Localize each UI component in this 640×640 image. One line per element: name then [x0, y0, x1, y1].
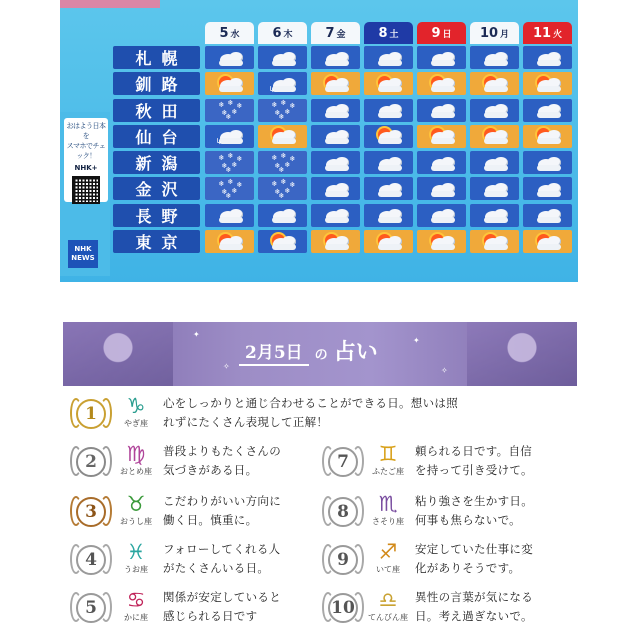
forecast-cell — [258, 46, 307, 69]
zodiac-sign-name: おとめ座 — [120, 467, 152, 476]
rank-row-7 — [321, 442, 533, 482]
star-icon: ✦ — [193, 330, 200, 339]
forecast-cell — [417, 46, 466, 69]
forecast-cell — [364, 151, 413, 174]
cloudy-weather-icon — [533, 205, 563, 225]
zodiac-sign-name: ふたご座 — [372, 467, 404, 476]
sunny-cloudy-weather-icon — [374, 232, 404, 252]
cloudy-weather-icon — [427, 205, 457, 225]
rank-row-3 — [69, 492, 281, 532]
rank-number: 9 — [328, 545, 358, 575]
zodiac-sign — [115, 588, 157, 623]
rank-number: 8 — [328, 497, 358, 527]
forecast-cell — [205, 99, 254, 122]
sunny-cloudy-weather-icon — [268, 126, 298, 146]
cloudy-weather-icon — [268, 205, 298, 225]
forecast-cell — [523, 204, 572, 227]
zodiac-sign-name: かに座 — [124, 613, 148, 622]
zodiac-sign — [115, 442, 157, 477]
snow-weather-icon: ❄ ❄ ❄ ❄ ❄ ❄ — [271, 99, 296, 122]
forecast-grid — [113, 22, 576, 256]
fortune-line: こだわりがいい方向に — [163, 494, 281, 508]
forecast-cell — [470, 99, 519, 122]
fortune-line: 働く日。慎重に。 — [163, 513, 258, 527]
forecast-cell — [258, 99, 307, 122]
city-forecast-row — [113, 46, 576, 69]
cloudy-weather-icon — [374, 153, 404, 173]
cloudy-weather-icon — [374, 100, 404, 120]
promo-line-1: おはよう日本を — [66, 122, 106, 140]
snow-weather-icon: ❄ ❄ ❄ ❄ ❄ ❄ — [218, 177, 243, 200]
forecast-cell — [258, 72, 307, 95]
forecast-cell — [417, 125, 466, 148]
zodiac-glyph-icon: ♏ — [378, 492, 398, 516]
fortune-text — [163, 588, 281, 626]
rank-medal-icon — [69, 492, 113, 532]
cloudy-weather-icon — [374, 179, 404, 199]
day-header — [523, 22, 572, 44]
city-name: 新潟 — [113, 151, 200, 174]
forecast-cell — [417, 151, 466, 174]
horoscope-banner — [63, 322, 577, 386]
promo-line-2: スマホでチェック！ — [66, 142, 106, 160]
nhk-plus-logo: NHK+ — [74, 164, 98, 172]
top-accent-bar — [60, 0, 160, 8]
sunny-cloudy-weather-icon — [215, 232, 245, 252]
cloudy-weather-icon — [321, 126, 351, 146]
forecast-cell — [311, 151, 360, 174]
cloudy-weather-icon — [215, 48, 245, 68]
horoscope-date: 2月5日 — [239, 338, 309, 366]
fortune-line: 日。考え過ぎないで。 — [415, 609, 533, 623]
forecast-cell — [523, 177, 572, 200]
forecast-cell — [205, 125, 254, 148]
fortune-line: 頼られる日です。自信 — [415, 444, 533, 458]
rank-number: 5 — [76, 593, 106, 623]
day-number: 10 — [479, 25, 499, 41]
day-header — [470, 22, 519, 44]
forecast-cell — [523, 230, 572, 253]
forecast-cell — [364, 99, 413, 122]
forecast-header-row — [113, 22, 576, 44]
forecast-cell — [258, 125, 307, 148]
forecast-cell — [205, 204, 254, 227]
sunny-cloudy-weather-icon — [427, 126, 457, 146]
sunny-cloudy-weather-icon — [533, 74, 563, 94]
forecast-cell — [470, 125, 519, 148]
snow-weather-icon: ❄ ❄ ❄ ❄ ❄ ❄ — [271, 151, 296, 174]
cloudy-weather-icon — [321, 205, 351, 225]
fortune-text — [163, 442, 281, 480]
forecast-cell — [364, 72, 413, 95]
day-number: 8 — [378, 25, 388, 41]
sunny-cloudy-weather-icon — [321, 74, 351, 94]
forecast-cell — [523, 46, 572, 69]
day-number: 11 — [532, 25, 552, 41]
zodiac-sign-name: おうし座 — [120, 517, 152, 526]
forecast-cell — [258, 177, 307, 200]
city-forecast-row — [113, 99, 576, 122]
city-forecast-row — [113, 177, 576, 200]
city-name: 秋田 — [113, 99, 200, 122]
fortune-text — [415, 588, 533, 626]
rank-medal-icon — [69, 394, 113, 434]
sunny-cloudy-weather-icon — [427, 232, 457, 252]
forecast-cell — [470, 204, 519, 227]
zodiac-glyph-icon: ♍ — [126, 442, 146, 466]
sunny-cloudy-weather-icon — [480, 74, 510, 94]
sunny-cloudy-weather-icon — [427, 74, 457, 94]
forecast-cell — [417, 72, 466, 95]
horoscope-title-word: 占い — [333, 339, 378, 365]
forecast-cell — [258, 151, 307, 174]
horoscope-title — [239, 336, 378, 366]
day-header — [258, 22, 307, 44]
cloudy-weather-icon — [480, 205, 510, 225]
qr-code-icon — [72, 176, 100, 204]
zodiac-sign — [367, 588, 409, 623]
zodiac-sign — [367, 492, 409, 527]
cloudy-weather-icon — [533, 179, 563, 199]
fortune-line: 粘り強さを生かす日。 — [415, 494, 533, 508]
city-forecast-row — [113, 125, 576, 148]
app-promo-card — [64, 118, 108, 202]
fortune-text — [163, 540, 280, 578]
zodiac-sign-name: いて座 — [376, 565, 400, 574]
forecast-cell — [470, 230, 519, 253]
fortune-line: 心をしっかりと通じ合わせることができる日。想いは照 — [163, 396, 458, 410]
rank-number: 10 — [328, 593, 358, 623]
sunny-cloudy-weather-icon — [321, 232, 351, 252]
forecast-cell — [364, 204, 413, 227]
day-of-week: 月 — [500, 29, 510, 40]
day-header — [417, 22, 466, 44]
city-name: 釧路 — [113, 72, 200, 95]
cloudy-weather-icon — [374, 205, 404, 225]
sunny-cloudy-weather-icon — [480, 232, 510, 252]
horoscope-title-particle: の — [314, 348, 328, 363]
fortune-line: 何事も焦らないで。 — [415, 513, 521, 527]
forecast-cell — [470, 177, 519, 200]
cloudy-weather-icon — [427, 153, 457, 173]
zodiac-glyph-icon: ♓ — [126, 540, 146, 564]
city-forecast-row — [113, 230, 576, 253]
forecast-cell — [311, 99, 360, 122]
cloudy-weather-icon — [480, 48, 510, 68]
cloudy-sun-weather-icon — [374, 126, 404, 146]
cloudy-sun-weather-icon — [268, 232, 298, 252]
forecast-cell — [470, 151, 519, 174]
zodiac-glyph-icon: ♎ — [378, 588, 398, 612]
day-number: 7 — [325, 25, 335, 41]
zodiac-sign-name: てんびん座 — [368, 613, 408, 622]
side-strip — [60, 112, 110, 276]
cloudy-weather-icon — [427, 100, 457, 120]
rank-medal-icon — [69, 442, 113, 482]
forecast-cell — [470, 72, 519, 95]
cloudy-snow-weather-icon: ↳ — [268, 74, 298, 94]
cloudy-weather-icon — [374, 48, 404, 68]
zodiac-illustration-right — [467, 322, 577, 386]
rank-row-9 — [321, 540, 533, 580]
cloudy-weather-icon — [321, 48, 351, 68]
forecast-cell — [205, 230, 254, 253]
forecast-cell — [523, 72, 572, 95]
forecast-cell — [311, 204, 360, 227]
city-name: 金沢 — [113, 177, 200, 200]
zodiac-sign-name: さそり座 — [372, 517, 404, 526]
rank-medal-icon — [69, 540, 113, 580]
day-header — [364, 22, 413, 44]
forecast-cell — [417, 99, 466, 122]
day-of-week: 火 — [553, 29, 563, 40]
zodiac-glyph-icon: ♋ — [126, 588, 146, 612]
fortune-line: 化がありそうです。 — [415, 561, 521, 575]
rank-row-8 — [321, 492, 533, 532]
day-of-week: 土 — [389, 29, 399, 40]
fortune-line: を持って引き受けて。 — [415, 463, 533, 477]
cloudy-snow-weather-icon: ↳ — [215, 126, 245, 146]
nhk-news-line-2: NEWS — [71, 254, 95, 262]
city-forecast-row — [113, 72, 576, 95]
forecast-cell — [311, 125, 360, 148]
city-name: 長野 — [113, 204, 200, 227]
sunny-cloudy-weather-icon — [215, 74, 245, 94]
forecast-cell — [364, 46, 413, 69]
fortune-line: 普段よりもたくさんの — [163, 444, 281, 458]
sunny-cloudy-weather-icon — [374, 74, 404, 94]
cloudy-weather-icon — [321, 153, 351, 173]
zodiac-sign-name: やぎ座 — [124, 419, 148, 428]
star-icon: ✦ — [413, 336, 420, 345]
weather-forecast-panel — [60, 0, 578, 282]
cloudy-weather-icon — [321, 179, 351, 199]
city-name: 東京 — [113, 230, 200, 253]
forecast-cell — [364, 125, 413, 148]
rank-number: 3 — [76, 497, 106, 527]
forecast-cell — [258, 230, 307, 253]
forecast-cell — [311, 230, 360, 253]
forecast-cell — [523, 125, 572, 148]
rank-number: 1 — [76, 399, 106, 429]
rank-row-5 — [69, 588, 281, 628]
zodiac-glyph-icon: ♉ — [126, 492, 146, 516]
snow-weather-icon: ❄ ❄ ❄ ❄ ❄ ❄ — [271, 177, 296, 200]
forecast-cell — [364, 177, 413, 200]
zodiac-sign — [115, 394, 157, 429]
forecast-cell — [523, 99, 572, 122]
forecast-cell — [258, 204, 307, 227]
forecast-cell — [311, 72, 360, 95]
day-of-week: 日 — [442, 29, 452, 40]
day-number: 5 — [219, 25, 229, 41]
rank-number: 7 — [328, 447, 358, 477]
nhk-news-line-1: NHK — [74, 245, 92, 253]
cloudy-weather-icon — [321, 100, 351, 120]
zodiac-glyph-icon: ♊ — [378, 442, 398, 466]
cloudy-weather-icon — [533, 100, 563, 120]
cloudy-weather-icon — [427, 179, 457, 199]
fortune-text — [163, 394, 458, 432]
fortune-line: 気づきがある日。 — [163, 463, 258, 477]
cloudy-weather-icon — [533, 153, 563, 173]
day-of-week: 木 — [283, 29, 293, 40]
day-of-week: 金 — [336, 29, 346, 40]
day-of-week: 水 — [230, 29, 240, 40]
fortune-line: 関係が安定していると — [163, 590, 281, 604]
forecast-cell — [364, 230, 413, 253]
fortune-text — [415, 540, 533, 578]
header-corner — [113, 22, 205, 44]
cloudy-weather-icon — [427, 48, 457, 68]
fortune-text — [163, 492, 281, 530]
zodiac-glyph-icon: ♑ — [126, 394, 146, 418]
forecast-cell — [470, 46, 519, 69]
star-icon: ✧ — [441, 366, 448, 375]
sunny-cloudy-weather-icon — [480, 126, 510, 146]
city-forecast-row — [113, 204, 576, 227]
cloudy-weather-icon — [480, 179, 510, 199]
fortune-line: れずにたくさん表現して正解！ — [163, 415, 329, 429]
day-header — [311, 22, 360, 44]
zodiac-sign — [367, 540, 409, 575]
fortune-line: 異性の言葉が気になる — [415, 590, 533, 604]
rank-row-4 — [69, 540, 280, 580]
rank-row-1 — [69, 394, 458, 434]
rank-number: 4 — [76, 545, 106, 575]
forecast-cell — [205, 151, 254, 174]
rank-row-10 — [321, 588, 533, 628]
day-header — [205, 22, 254, 44]
city-name: 仙台 — [113, 125, 200, 148]
cloudy-weather-icon — [480, 100, 510, 120]
cloudy-weather-icon — [215, 205, 245, 225]
sunny-cloudy-weather-icon — [533, 232, 563, 252]
rank-medal-icon — [321, 588, 365, 628]
horoscope-panel — [63, 322, 577, 640]
zodiac-sign — [115, 540, 157, 575]
cloudy-weather-icon — [533, 48, 563, 68]
forecast-cell — [205, 177, 254, 200]
cloudy-weather-icon — [480, 153, 510, 173]
rank-medal-icon — [321, 492, 365, 532]
zodiac-sign — [115, 492, 157, 527]
city-forecast-row — [113, 151, 576, 174]
rank-medal-icon — [321, 442, 365, 482]
rank-medal-icon — [69, 588, 113, 628]
star-icon: ✧ — [223, 362, 230, 371]
city-name: 札幌 — [113, 46, 200, 69]
rank-number: 2 — [76, 447, 106, 477]
zodiac-glyph-icon: ♐ — [378, 540, 398, 564]
forecast-cell — [417, 177, 466, 200]
rank-row-2 — [69, 442, 281, 482]
fortune-line: がたくさんいる日。 — [163, 561, 270, 575]
forecast-cell — [205, 46, 254, 69]
forecast-cell — [205, 72, 254, 95]
snow-weather-icon: ❄ ❄ ❄ ❄ ❄ ❄ — [218, 151, 243, 174]
fortune-line: 安定していた仕事に変 — [415, 542, 533, 556]
fortune-text — [415, 492, 533, 530]
fortune-line: フォローしてくれる人 — [163, 542, 281, 556]
nhk-news-logo — [68, 240, 98, 268]
forecast-cell — [417, 204, 466, 227]
zodiac-sign — [367, 442, 409, 477]
day-number: 9 — [431, 25, 441, 41]
snow-weather-icon: ❄ ❄ ❄ ❄ ❄ ❄ — [218, 99, 243, 122]
rank-medal-icon — [321, 540, 365, 580]
zodiac-illustration-left — [63, 322, 173, 386]
cloudy-weather-icon — [268, 48, 298, 68]
forecast-cell — [311, 177, 360, 200]
forecast-cell — [417, 230, 466, 253]
forecast-cell — [523, 151, 572, 174]
fortune-line: 感じられる日です — [163, 609, 258, 623]
sunny-cloudy-weather-icon — [533, 126, 563, 146]
fortune-text — [415, 442, 533, 480]
forecast-cell — [311, 46, 360, 69]
day-number: 6 — [272, 25, 282, 41]
zodiac-sign-name: うお座 — [124, 565, 148, 574]
